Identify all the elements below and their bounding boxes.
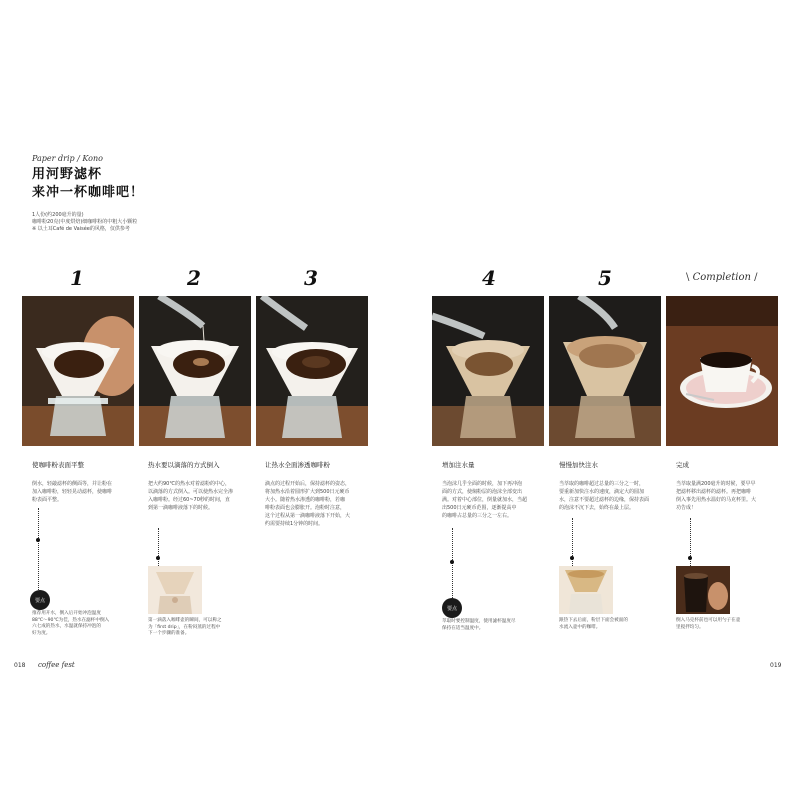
step-5-detail-photo	[559, 566, 613, 614]
step-4-tip-badge: 要点	[442, 598, 462, 618]
intro-line-1: 1人份(约200毫升的量)	[32, 212, 84, 218]
step-2-number: 2	[187, 266, 201, 290]
magazine-logo: coffee fest	[38, 661, 75, 669]
step-4-body: 当泡沫几乎全面的时候，加下再冲泡 面的方式，使焖粉层的泡沫全部变出 满。对着中心部位，倒量就加水，当超 出500日元硬币范围，逐渐提高中 的咖啡占总量的三分之一左右。	[442, 481, 528, 519]
step-1-body: 倒水，轻敲滤杯的侧面等，并让粉在 加入咖啡粉，轻轻晃动滤杯，使咖啡 粉表面平整。	[32, 481, 113, 503]
step-5-note: 跟热下去后面，粉层下面会被面的 水流入壶中的咖啡。	[559, 618, 628, 630]
step-2-leader-dot	[156, 556, 160, 560]
intro-line-3: ※ 以土耳Café de Vaisée的风格，仅供参考	[32, 226, 130, 232]
step-2-photo	[139, 296, 251, 446]
step-3-body: 滴点的过程开始后，保持滤杯的姿态， 将加热水沿着圆形扩大到500日元硬币 大小。随着热水渗透的咖啡粉，若咖 啡粉表面也会膨胀开。泡粉时注意， 这个过程从第一滴咖啡液落下开始，大 约需要持续1分钟的时间。	[265, 481, 351, 527]
step-3-heading: 让热水全面渗透咖啡粉	[265, 461, 330, 469]
page-title-line1: 用河野滤杯	[32, 167, 103, 182]
step-5-leader-dot	[570, 556, 574, 560]
completion-heading: 完成	[676, 461, 689, 469]
step-1-note: 推荐用开水，倒入后开始冲泡温度 88℃～90℃为佳，热水在滤杯中倒入 六七成的热水，水温就保持冲泡的 好为度。	[32, 611, 110, 636]
completion-body: 当萃取量满200毫升的时候，要早早 把滤杯移出滤杯的滤杯。再把咖啡 倒入事先用热水温好的马克杯里。大 功告成！	[676, 481, 757, 511]
series-label: Paper drip / Kono	[32, 154, 103, 163]
step-3-number: 3	[304, 266, 318, 290]
step-2-heading: 热水要以滴落的方式倒入	[148, 461, 220, 469]
step-2-detail-photo	[148, 566, 202, 614]
step-5-heading: 慢慢加快注水	[559, 461, 598, 469]
step-2-body: 把大约90℃的热水对着滤粉的中心， 以滴落的方式倒入。可以使热水完全渗 入咖啡粉。经过60~70秒的时间，直 到第一滴咖啡液落下的时候。	[148, 481, 234, 511]
step-1-leader-line	[38, 508, 39, 590]
step-5-body: 当萃取的咖啡超过总量的三分之一时， 要重新加快注水的速度，滴定大的圆加 水，注意不要超过滤杯的边缘，保持表面 的泡沫不沉下去，始终在最上层。	[559, 481, 650, 511]
step-4-photo	[432, 296, 544, 446]
step-2-note: 第一滴落入咖啡壶的瞬间，可以称之 为「first drip」，在粉闷蒸的过程中 下一个步骤的准备。	[148, 618, 222, 636]
right-page-number: 019	[770, 662, 782, 669]
completion-leader-dot	[688, 556, 692, 560]
step-5-number: 5	[598, 266, 612, 290]
step-5-photo	[549, 296, 661, 446]
step-1-photo	[22, 296, 134, 446]
page-title-line2: 来冲一杯咖啡吧！	[32, 185, 145, 200]
completion-label: \ Completion /	[686, 272, 758, 283]
step-4-note: 萃取时要控制温度，使用滤杯温度尽 保持在适当温度中。	[442, 619, 516, 631]
step-2-leader-line	[158, 528, 159, 566]
step-1-heading: 使咖啡粉表面平整	[32, 461, 84, 469]
step-4-leader-dot	[450, 560, 454, 564]
intro-line-2: 咖啡粉20克(中度烘焙)细咖啡粉的中粗大小颗粒	[32, 219, 138, 225]
left-page-number: 018	[14, 662, 26, 669]
completion-detail-photo	[676, 566, 730, 614]
step-1-leader-dot	[36, 538, 40, 542]
step-1-number: 1	[70, 266, 84, 290]
step-3-photo	[256, 296, 368, 446]
step-1-tip-badge: 要点	[30, 590, 50, 610]
step-4-number: 4	[482, 266, 496, 290]
completion-photo	[666, 296, 778, 446]
completion-note: 倒入马克杯前也可以用勺子在壶 里搅拌均匀。	[676, 618, 741, 630]
step-4-heading: 增加注水量	[442, 461, 475, 469]
